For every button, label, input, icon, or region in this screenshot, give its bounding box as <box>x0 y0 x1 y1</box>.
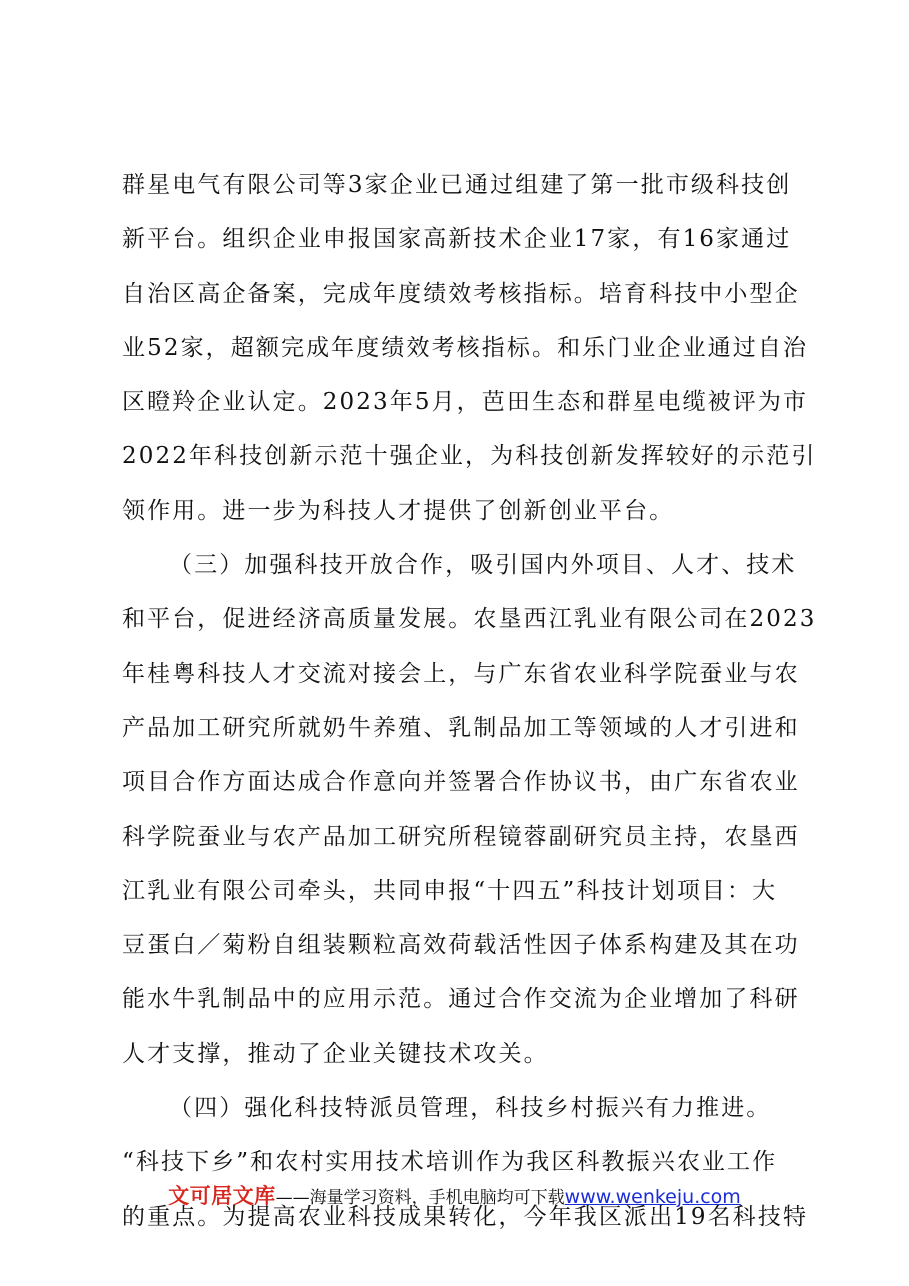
website-link[interactable]: www.wenkeju.com <box>564 1186 741 1208</box>
section-heading-4: （四）强化科技特派员管理，科技乡村振兴有力推进。 <box>169 1095 772 1122</box>
text-line: 区瞪羚企业认定。2023年5月，芭田生态和群星电缆被评为市 <box>122 389 809 416</box>
document-body <box>122 158 817 1244</box>
text-line: 项目合作方面达成合作意向并签署合作协议书，由广东省农业 <box>122 769 800 796</box>
footer-tagline: ——海量学习资料，手机电脑均可下载 <box>275 1188 565 1208</box>
text-line: 业52家，超额完成年度绩效考核指标。和乐门业企业通过自治 <box>122 334 809 361</box>
text-line: 的重点。为提高农业科技成果转化，今年我区派出19名科技特 <box>122 1203 809 1230</box>
text-line: 科学院蚕业与农产品加工研究所程镜蓉副研究员主持，农垦西 <box>122 823 800 850</box>
text-line: 产品加工研究所就奶牛养殖、乳制品加工等领域的人才引进和 <box>122 714 800 741</box>
footer-banner <box>0 1180 909 1210</box>
section-heading-3: （三）加强科技开放合作，吸引国内外项目、人才、技术 <box>169 552 797 579</box>
text-line: 领作用。进一步为科技人才提供了创新创业平台。 <box>122 497 675 524</box>
brand-name: 文可居文库 <box>168 1184 276 1208</box>
text-line: 群星电气有限公司等3家企业已通过组建了第一批市级科技创 <box>122 172 792 198</box>
text-line: 豆蛋白／菊粉自组装颗粒高效荷载活性因子体系构建及其在功 <box>122 932 800 959</box>
text-line: “科技下乡”和农村实用技术培训作为我区科教振兴农业工作 <box>122 1149 778 1176</box>
text-line: 新平台。组织企业申报国家高新技术企业17家，有16家通过 <box>122 226 792 253</box>
text-line: 人才支撑，推动了企业关键技术攻关。 <box>122 1040 549 1067</box>
text-line: 江乳业有限公司牵头，共同申报“十四五”科技计划项目：大 <box>122 877 778 904</box>
text-line: 2022年科技创新示范十强企业，为科技创新发挥较好的示范引 <box>122 443 817 470</box>
text-line: 能水牛乳制品中的应用示范。通过合作交流为企业增加了科研 <box>122 986 800 1013</box>
text-line: 和平台，促进经济高质量发展。农垦西江乳业有限公司在2023 <box>122 606 817 633</box>
text-line: 年桂粤科技人才交流对接会上，与广东省农业科学院蚕业与农 <box>122 660 800 687</box>
text-line: 自治区高企备案，完成年度绩效考核指标。培育科技中小型企 <box>122 280 800 307</box>
